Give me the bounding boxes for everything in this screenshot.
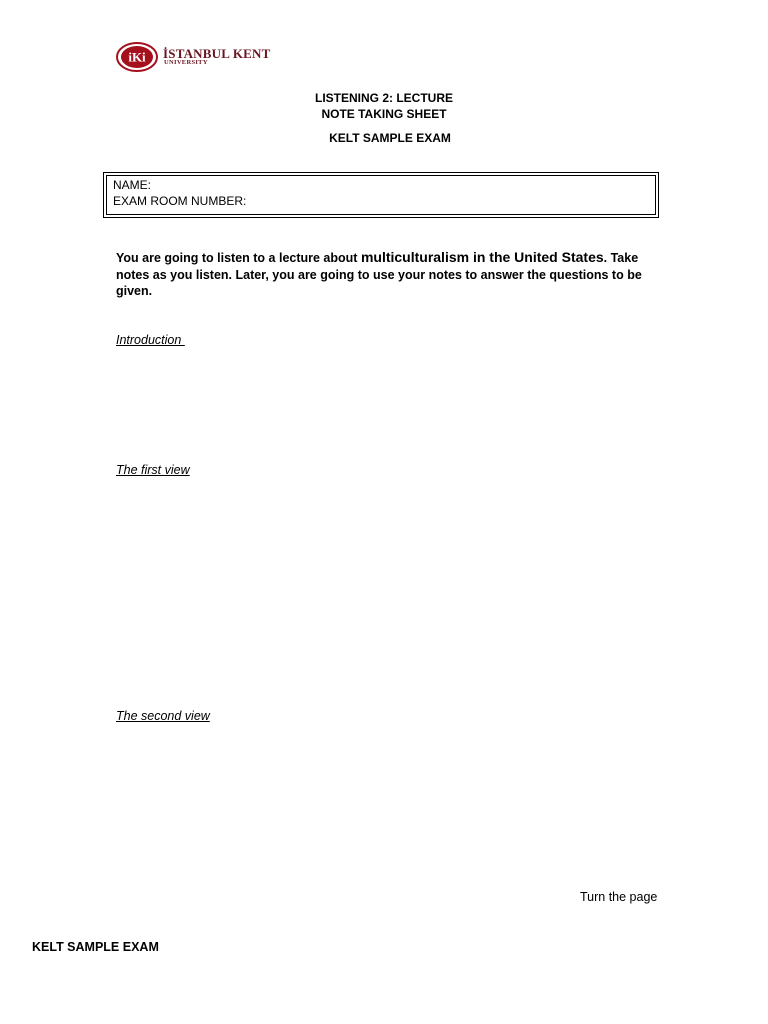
- logo-title: İSTANBUL KENT: [163, 46, 271, 61]
- instructions-topic: multiculturalism in the United States: [360, 249, 604, 265]
- logo-subtitle: UNIVERSITY: [164, 59, 208, 66]
- university-logo: [116, 42, 276, 74]
- name-label: NAME:: [113, 178, 152, 192]
- section-introduction: Introduction: [116, 333, 185, 347]
- page-footer: KELT SAMPLE EXAM: [32, 940, 159, 954]
- section-second-view: The second view: [116, 709, 210, 723]
- emblem-text: iKi: [128, 49, 146, 65]
- header-line-3: KELT SAMPLE EXAM: [329, 131, 451, 145]
- instructions: [116, 249, 646, 300]
- section-first-view: The first view: [116, 463, 190, 477]
- header-line-2: NOTE TAKING SHEET: [321, 107, 447, 121]
- exam-room-label: EXAM ROOM NUMBER:: [113, 194, 247, 208]
- student-info-box: [103, 172, 659, 218]
- university-emblem-icon: [116, 42, 158, 72]
- instructions-part-2: . Take notes as you listen. Later, you are going to use your notes to answer the questions to be given.: [116, 251, 642, 298]
- instructions-part-1: You are going to listen to a lecture about: [116, 251, 361, 265]
- turn-page-note: Turn the page: [580, 890, 658, 904]
- header-line-1: LISTENING 2: LECTURE: [314, 91, 453, 105]
